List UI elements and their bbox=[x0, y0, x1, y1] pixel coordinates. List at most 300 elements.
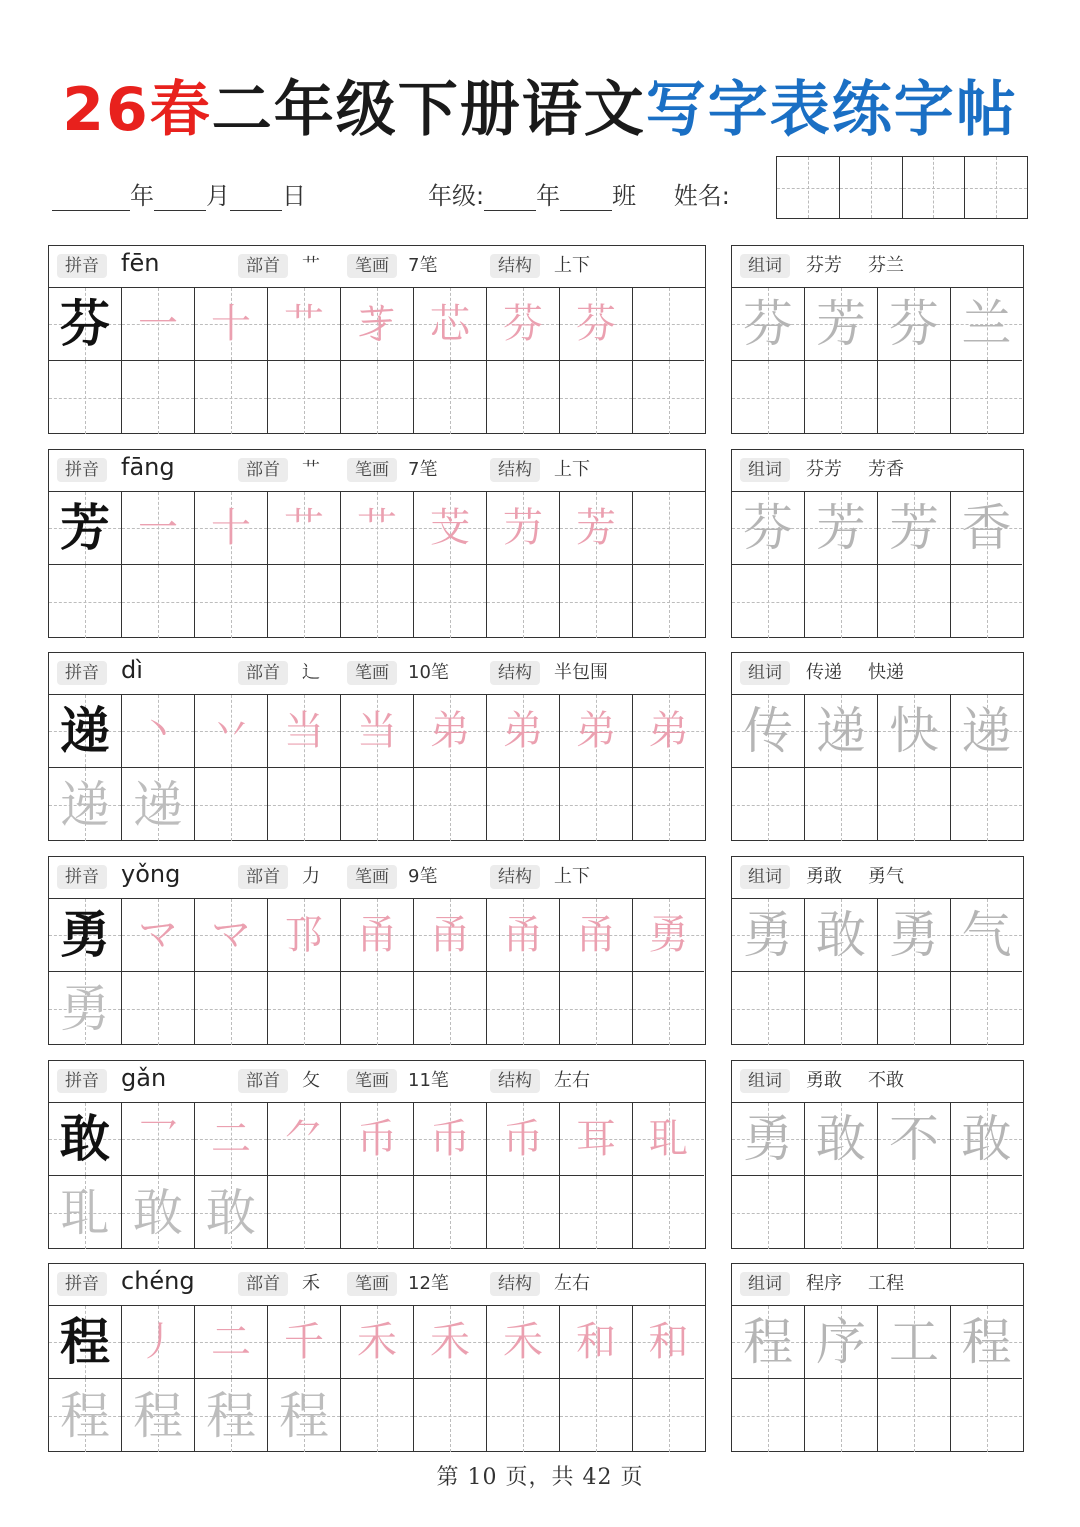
empty-practice-cell[interactable] bbox=[268, 565, 341, 638]
word-trace-character: 勇 bbox=[743, 906, 793, 964]
stroke-step: 艹 bbox=[284, 301, 324, 347]
pinyin-value: dì bbox=[121, 656, 143, 684]
empty-practice-cell[interactable] bbox=[195, 972, 268, 1045]
word-trace-cell[interactable] bbox=[878, 288, 951, 361]
word-trace-character: 递 bbox=[961, 702, 1012, 760]
writing-grid bbox=[49, 899, 705, 1044]
empty-practice-cell[interactable] bbox=[560, 972, 633, 1045]
trace-character: 程 bbox=[133, 1386, 183, 1445]
empty-word-cell[interactable] bbox=[951, 1379, 1022, 1452]
title-black: 二年级下册语文 bbox=[211, 75, 646, 145]
word-trace-cell[interactable] bbox=[732, 1306, 805, 1379]
stroke-step: 芳 bbox=[576, 505, 616, 551]
stroke-cell[interactable] bbox=[560, 695, 633, 768]
strokes-value: 7笔 bbox=[408, 459, 438, 480]
word-2: 芳香 bbox=[868, 459, 904, 480]
words-tag: 组词 bbox=[740, 1272, 790, 1296]
empty-word-cell[interactable] bbox=[951, 361, 1022, 434]
word-2: 工程 bbox=[868, 1273, 904, 1294]
word-trace-cell[interactable] bbox=[805, 1306, 878, 1379]
stroke-step: 币 bbox=[357, 1116, 397, 1162]
empty-practice-cell[interactable] bbox=[122, 565, 195, 638]
trace-character: 敢 bbox=[133, 1183, 183, 1242]
empty-word-cell[interactable] bbox=[878, 1379, 951, 1452]
word-trace-cell[interactable] bbox=[732, 492, 805, 565]
word-1: 芬芳 bbox=[806, 255, 842, 276]
stroke-cell[interactable] bbox=[268, 288, 341, 361]
structure-tag: 结构 bbox=[490, 1272, 540, 1296]
stroke-cell[interactable] bbox=[122, 492, 195, 565]
empty-practice-cell[interactable] bbox=[560, 1379, 633, 1452]
writing-grid bbox=[49, 1103, 705, 1248]
trace-cell[interactable] bbox=[195, 1176, 268, 1249]
trace-cell[interactable] bbox=[49, 1176, 122, 1249]
empty-practice-cell[interactable] bbox=[487, 361, 560, 434]
word-trace-character: 工 bbox=[889, 1313, 939, 1371]
stroke-cell[interactable] bbox=[414, 899, 487, 972]
stroke-cell[interactable] bbox=[195, 1306, 268, 1379]
stroke-step: ⺈ bbox=[284, 1116, 324, 1162]
strokes-value: 9笔 bbox=[408, 866, 438, 887]
stroke-cell[interactable] bbox=[268, 1103, 341, 1176]
empty-word-cell[interactable] bbox=[951, 565, 1022, 638]
empty-word-cell[interactable] bbox=[805, 565, 878, 638]
stroke-cell[interactable] bbox=[487, 695, 560, 768]
word-trace-cell[interactable] bbox=[878, 1103, 951, 1176]
empty-word-cell[interactable] bbox=[878, 565, 951, 638]
word-trace-cell[interactable] bbox=[878, 899, 951, 972]
model-cell[interactable] bbox=[49, 695, 122, 768]
stroke-step: 艹 bbox=[284, 505, 324, 551]
word-trace-cell[interactable] bbox=[951, 288, 1022, 361]
pinyin-tag: 拼音 bbox=[57, 661, 107, 685]
radical-value: 艹 bbox=[302, 255, 320, 276]
grade-year-blank[interactable] bbox=[484, 184, 536, 211]
empty-word-cell[interactable] bbox=[732, 565, 805, 638]
word-trace-cell[interactable] bbox=[878, 695, 951, 768]
empty-practice-cell[interactable] bbox=[633, 361, 704, 434]
empty-practice-cell[interactable] bbox=[414, 1379, 487, 1452]
grade-line bbox=[428, 176, 730, 211]
empty-practice-cell[interactable] bbox=[341, 565, 414, 638]
empty-word-cell[interactable] bbox=[878, 972, 951, 1045]
word-trace-character: 芳 bbox=[816, 295, 866, 353]
stroke-cell[interactable] bbox=[341, 492, 414, 565]
trace-character: 敢 bbox=[206, 1183, 256, 1242]
empty-practice-cell[interactable] bbox=[414, 565, 487, 638]
empty-practice-cell[interactable] bbox=[414, 768, 487, 841]
empty-word-cell[interactable] bbox=[878, 361, 951, 434]
empty-word-cell[interactable] bbox=[805, 972, 878, 1045]
structure-tag: 结构 bbox=[490, 458, 540, 482]
stroke-step: 甬 bbox=[357, 912, 397, 958]
stroke-step: 一 bbox=[138, 505, 178, 551]
empty-practice-cell[interactable] bbox=[414, 972, 487, 1045]
stroke-step: 弟 bbox=[576, 708, 616, 754]
stroke-cell[interactable] bbox=[268, 695, 341, 768]
stroke-cell[interactable] bbox=[414, 492, 487, 565]
empty-practice-cell[interactable] bbox=[560, 1176, 633, 1249]
word-grid bbox=[732, 492, 1023, 637]
empty-practice-cell[interactable] bbox=[487, 1176, 560, 1249]
trace-cell[interactable] bbox=[122, 1176, 195, 1249]
empty-practice-cell[interactable] bbox=[633, 1379, 704, 1452]
word-trace-cell[interactable] bbox=[878, 1306, 951, 1379]
empty-word-cell[interactable] bbox=[951, 972, 1022, 1045]
trace-cell[interactable] bbox=[49, 1379, 122, 1452]
word-trace-cell[interactable] bbox=[732, 695, 805, 768]
word-trace-cell[interactable] bbox=[805, 288, 878, 361]
empty-practice-cell[interactable] bbox=[341, 361, 414, 434]
word-block-2 bbox=[731, 449, 1024, 638]
empty-practice-cell[interactable] bbox=[268, 768, 341, 841]
word-block-3 bbox=[731, 652, 1024, 841]
empty-practice-cell[interactable] bbox=[268, 1176, 341, 1249]
structure-value: 上下 bbox=[554, 866, 590, 887]
stroke-cell[interactable] bbox=[560, 1306, 633, 1379]
writing-grid bbox=[49, 492, 705, 637]
empty-practice-cell[interactable] bbox=[633, 768, 704, 841]
word-trace-cell[interactable] bbox=[951, 1306, 1022, 1379]
strokes-value: 7笔 bbox=[408, 255, 438, 276]
model-cell[interactable] bbox=[49, 899, 122, 972]
empty-practice-cell[interactable] bbox=[122, 972, 195, 1045]
stroke-step: 二 bbox=[211, 1319, 251, 1365]
radical-tag: 部首 bbox=[238, 1069, 288, 1093]
word-trace-character: 传 bbox=[743, 702, 793, 760]
word-trace-cell[interactable] bbox=[951, 695, 1022, 768]
words-tag: 组词 bbox=[740, 254, 790, 278]
word-trace-character: 气 bbox=[961, 906, 1012, 964]
year-blank[interactable] bbox=[52, 184, 130, 211]
char-header bbox=[49, 450, 705, 492]
name-box[interactable] bbox=[839, 157, 902, 218]
empty-practice-cell[interactable] bbox=[341, 972, 414, 1045]
word-trace-character: 不 bbox=[889, 1110, 939, 1168]
word-trace-character: 芬 bbox=[889, 295, 939, 353]
word-grid bbox=[732, 288, 1023, 433]
word-trace-character: 敢 bbox=[816, 906, 866, 964]
radical-tag: 部首 bbox=[238, 661, 288, 685]
structure-value: 上下 bbox=[554, 255, 590, 276]
trace-character: 勇 bbox=[60, 979, 110, 1038]
pinyin-tag: 拼音 bbox=[57, 1069, 107, 1093]
stroke-cell[interactable] bbox=[341, 695, 414, 768]
model-character: 芳 bbox=[60, 498, 110, 557]
stroke-step: 勇 bbox=[648, 912, 689, 958]
word-grid bbox=[732, 1103, 1023, 1248]
word-2: 不敢 bbox=[868, 1070, 904, 1091]
title-red: 26春 bbox=[62, 75, 212, 145]
stroke-cell[interactable] bbox=[341, 899, 414, 972]
word-1: 芬芳 bbox=[806, 459, 842, 480]
stroke-step: 和 bbox=[576, 1319, 616, 1365]
trace-cell[interactable] bbox=[49, 768, 122, 841]
pinyin-value: fēn bbox=[121, 249, 160, 277]
trace-cell[interactable] bbox=[49, 972, 122, 1045]
empty-practice-cell[interactable] bbox=[633, 972, 704, 1045]
strokes-tag: 笔画 bbox=[347, 1272, 397, 1296]
strokes-tag: 笔画 bbox=[347, 254, 397, 278]
stroke-cell[interactable] bbox=[633, 1306, 704, 1379]
stroke-cell[interactable] bbox=[268, 899, 341, 972]
strokes-value: 11笔 bbox=[408, 1070, 449, 1091]
model-cell[interactable] bbox=[49, 1306, 122, 1379]
model-cell[interactable] bbox=[49, 1103, 122, 1176]
month-label: 月 bbox=[206, 182, 230, 210]
empty-practice-cell[interactable] bbox=[560, 361, 633, 434]
strokes-value: 12笔 bbox=[408, 1273, 449, 1294]
char-block-5 bbox=[48, 1060, 706, 1249]
stroke-cell[interactable] bbox=[195, 1103, 268, 1176]
word-trace-character: 快 bbox=[889, 702, 939, 760]
words-tag: 组词 bbox=[740, 865, 790, 889]
empty-word-cell[interactable] bbox=[878, 768, 951, 841]
word-header bbox=[732, 246, 1023, 288]
stroke-step: 耴 bbox=[648, 1116, 689, 1162]
empty-word-cell[interactable] bbox=[805, 1379, 878, 1452]
word-1: 勇敢 bbox=[806, 866, 842, 887]
stroke-cell[interactable] bbox=[122, 695, 195, 768]
empty-word-cell[interactable] bbox=[732, 972, 805, 1045]
stroke-cell[interactable] bbox=[414, 1306, 487, 1379]
stroke-step: 千 bbox=[284, 1319, 324, 1365]
radical-tag: 部首 bbox=[238, 254, 288, 278]
word-trace-character: 兰 bbox=[961, 295, 1012, 353]
name-box[interactable] bbox=[777, 157, 839, 218]
pinyin-tag: 拼音 bbox=[57, 865, 107, 889]
empty-word-cell[interactable] bbox=[951, 768, 1022, 841]
stroke-cell[interactable] bbox=[195, 695, 268, 768]
empty-practice-cell[interactable] bbox=[122, 361, 195, 434]
word-trace-cell[interactable] bbox=[805, 1103, 878, 1176]
stroke-cell[interactable] bbox=[341, 1103, 414, 1176]
stroke-step: 耳 bbox=[576, 1116, 616, 1162]
stroke-step: 邒 bbox=[284, 912, 324, 958]
word-grid bbox=[732, 695, 1023, 840]
word-block-1 bbox=[731, 245, 1024, 434]
stroke-cell[interactable] bbox=[414, 695, 487, 768]
stroke-step: 一 bbox=[138, 301, 178, 347]
empty-practice-cell[interactable] bbox=[487, 768, 560, 841]
page-footer: 第 10 页，共 42 页 bbox=[436, 1465, 644, 1490]
strokes-tag: 笔画 bbox=[347, 1069, 397, 1093]
pinyin-tag: 拼音 bbox=[57, 458, 107, 482]
radical-value: 辶 bbox=[302, 662, 320, 683]
empty-practice-cell[interactable] bbox=[414, 1176, 487, 1249]
empty-practice-cell[interactable] bbox=[633, 1176, 704, 1249]
empty-word-cell[interactable] bbox=[732, 361, 805, 434]
stroke-cell[interactable] bbox=[560, 492, 633, 565]
stroke-cell[interactable] bbox=[122, 1306, 195, 1379]
word-trace-cell[interactable] bbox=[951, 492, 1022, 565]
stroke-step: マ bbox=[211, 912, 251, 958]
stroke-cell[interactable] bbox=[122, 1103, 195, 1176]
stroke-cell[interactable] bbox=[414, 288, 487, 361]
radical-value: 力 bbox=[302, 866, 320, 887]
empty-word-cell[interactable] bbox=[732, 1379, 805, 1452]
stroke-step: 币 bbox=[503, 1116, 543, 1162]
day-blank[interactable] bbox=[230, 184, 282, 211]
name-box[interactable] bbox=[964, 157, 1027, 218]
empty-practice-cell[interactable] bbox=[268, 361, 341, 434]
stroke-cell[interactable] bbox=[414, 1103, 487, 1176]
stroke-step: 甬 bbox=[430, 912, 470, 958]
stroke-cell[interactable] bbox=[560, 1103, 633, 1176]
empty-word-cell[interactable] bbox=[732, 768, 805, 841]
word-trace-character: 芬 bbox=[743, 295, 793, 353]
strokes-tag: 笔画 bbox=[347, 458, 397, 482]
stroke-cell[interactable] bbox=[560, 288, 633, 361]
word-2: 快递 bbox=[868, 662, 904, 683]
stroke-step: 二 bbox=[211, 1116, 251, 1162]
stroke-cell[interactable] bbox=[633, 1103, 704, 1176]
empty-practice-cell[interactable] bbox=[487, 565, 560, 638]
empty-practice-cell[interactable] bbox=[560, 768, 633, 841]
char-header bbox=[49, 1264, 705, 1306]
stroke-step: 弟 bbox=[430, 708, 470, 754]
empty-word-cell[interactable] bbox=[878, 1176, 951, 1249]
writing-grid bbox=[49, 1306, 705, 1451]
words-tag: 组词 bbox=[740, 458, 790, 482]
radical-value: 禾 bbox=[302, 1273, 320, 1294]
stroke-step: 禾 bbox=[503, 1319, 543, 1365]
structure-value: 左右 bbox=[554, 1273, 590, 1294]
empty-practice-cell[interactable] bbox=[560, 565, 633, 638]
empty-word-cell[interactable] bbox=[805, 768, 878, 841]
name-box[interactable] bbox=[902, 157, 965, 218]
stroke-cell[interactable] bbox=[195, 899, 268, 972]
model-cell[interactable] bbox=[49, 492, 122, 565]
empty-practice-cell[interactable] bbox=[195, 361, 268, 434]
empty-practice-cell[interactable] bbox=[49, 361, 122, 434]
word-trace-cell[interactable] bbox=[951, 899, 1022, 972]
stroke-step: 丷 bbox=[211, 708, 251, 754]
stroke-cell[interactable] bbox=[341, 1306, 414, 1379]
pinyin-tag: 拼音 bbox=[57, 1272, 107, 1296]
word-trace-cell[interactable] bbox=[805, 899, 878, 972]
structure-tag: 结构 bbox=[490, 254, 540, 278]
writing-grid bbox=[49, 288, 705, 433]
stroke-step: 禾 bbox=[430, 1319, 470, 1365]
strokes-value: 10笔 bbox=[408, 662, 449, 683]
empty-practice-cell[interactable] bbox=[487, 972, 560, 1045]
stroke-cell[interactable] bbox=[633, 899, 704, 972]
radical-value: 攵 bbox=[302, 1070, 320, 1091]
word-grid bbox=[732, 1306, 1023, 1451]
stroke-cell[interactable] bbox=[122, 288, 195, 361]
word-trace-cell[interactable] bbox=[732, 899, 805, 972]
stroke-cell[interactable] bbox=[487, 899, 560, 972]
empty-word-cell[interactable] bbox=[951, 1176, 1022, 1249]
word-trace-cell[interactable] bbox=[878, 492, 951, 565]
char-header bbox=[49, 246, 705, 288]
trace-character: 程 bbox=[279, 1386, 329, 1445]
empty-practice-cell[interactable] bbox=[341, 1176, 414, 1249]
empty-practice-cell[interactable] bbox=[414, 361, 487, 434]
word-block-5 bbox=[731, 1060, 1024, 1249]
stroke-cell[interactable] bbox=[122, 899, 195, 972]
empty-practice-cell[interactable] bbox=[195, 565, 268, 638]
word-trace-character: 敢 bbox=[816, 1110, 866, 1168]
word-trace-cell[interactable] bbox=[732, 1103, 805, 1176]
grade-class-blank[interactable] bbox=[560, 184, 612, 211]
grade-label: 年级: bbox=[428, 182, 485, 210]
stroke-cell[interactable] bbox=[268, 492, 341, 565]
structure-tag: 结构 bbox=[490, 865, 540, 889]
pinyin-tag: 拼音 bbox=[57, 254, 107, 278]
stroke-cell[interactable] bbox=[341, 288, 414, 361]
stroke-cell[interactable] bbox=[560, 899, 633, 972]
word-header bbox=[732, 1061, 1023, 1103]
char-header bbox=[49, 1061, 705, 1103]
char-header bbox=[49, 653, 705, 695]
word-trace-cell[interactable] bbox=[951, 1103, 1022, 1176]
model-character: 敢 bbox=[60, 1109, 110, 1168]
empty-practice-cell[interactable] bbox=[341, 1379, 414, 1452]
trace-character: 程 bbox=[60, 1386, 110, 1445]
stroke-cell[interactable] bbox=[487, 288, 560, 361]
empty-practice-cell[interactable] bbox=[341, 768, 414, 841]
month-blank[interactable] bbox=[154, 184, 206, 211]
stroke-step: 芠 bbox=[430, 505, 470, 551]
stroke-cell[interactable] bbox=[487, 492, 560, 565]
empty-practice-cell[interactable] bbox=[49, 565, 122, 638]
word-2: 勇气 bbox=[868, 866, 904, 887]
stroke-cell[interactable] bbox=[487, 1306, 560, 1379]
word-trace-character: 程 bbox=[743, 1313, 793, 1371]
stroke-cell[interactable] bbox=[633, 695, 704, 768]
empty-word-cell[interactable] bbox=[805, 1176, 878, 1249]
empty-practice-cell[interactable] bbox=[268, 972, 341, 1045]
word-trace-cell[interactable] bbox=[732, 288, 805, 361]
trace-cell[interactable] bbox=[268, 1379, 341, 1452]
stroke-cell[interactable] bbox=[195, 288, 268, 361]
trace-cell[interactable] bbox=[122, 1379, 195, 1452]
empty-word-cell[interactable] bbox=[732, 1176, 805, 1249]
word-trace-cell[interactable] bbox=[805, 492, 878, 565]
trace-character: 递 bbox=[133, 775, 183, 834]
empty-practice-cell[interactable] bbox=[633, 288, 704, 361]
stroke-cell[interactable] bbox=[195, 492, 268, 565]
name-boxes[interactable] bbox=[776, 156, 1028, 219]
year-label: 年 bbox=[130, 182, 154, 210]
model-cell[interactable] bbox=[49, 288, 122, 361]
word-header bbox=[732, 1264, 1023, 1306]
word-trace-cell[interactable] bbox=[805, 695, 878, 768]
word-trace-character: 芬 bbox=[743, 499, 793, 557]
empty-practice-cell[interactable] bbox=[633, 565, 704, 638]
stroke-step: 当 bbox=[357, 708, 397, 754]
strokes-tag: 笔画 bbox=[347, 661, 397, 685]
stroke-step: 丿 bbox=[138, 1319, 178, 1365]
word-2: 芬兰 bbox=[868, 255, 904, 276]
char-block-1 bbox=[48, 245, 706, 434]
stroke-cell[interactable] bbox=[268, 1306, 341, 1379]
title-blue: 写字表练字帖 bbox=[645, 75, 1018, 145]
empty-practice-cell[interactable] bbox=[487, 1379, 560, 1452]
stroke-cell[interactable] bbox=[487, 1103, 560, 1176]
empty-practice-cell[interactable] bbox=[195, 768, 268, 841]
structure-value: 左右 bbox=[554, 1070, 590, 1091]
word-header bbox=[732, 450, 1023, 492]
stroke-step: 甬 bbox=[576, 912, 616, 958]
word-block-4 bbox=[731, 856, 1024, 1045]
trace-cell[interactable] bbox=[195, 1379, 268, 1452]
empty-word-cell[interactable] bbox=[805, 361, 878, 434]
empty-practice-cell[interactable] bbox=[633, 492, 704, 565]
trace-cell[interactable] bbox=[122, 768, 195, 841]
